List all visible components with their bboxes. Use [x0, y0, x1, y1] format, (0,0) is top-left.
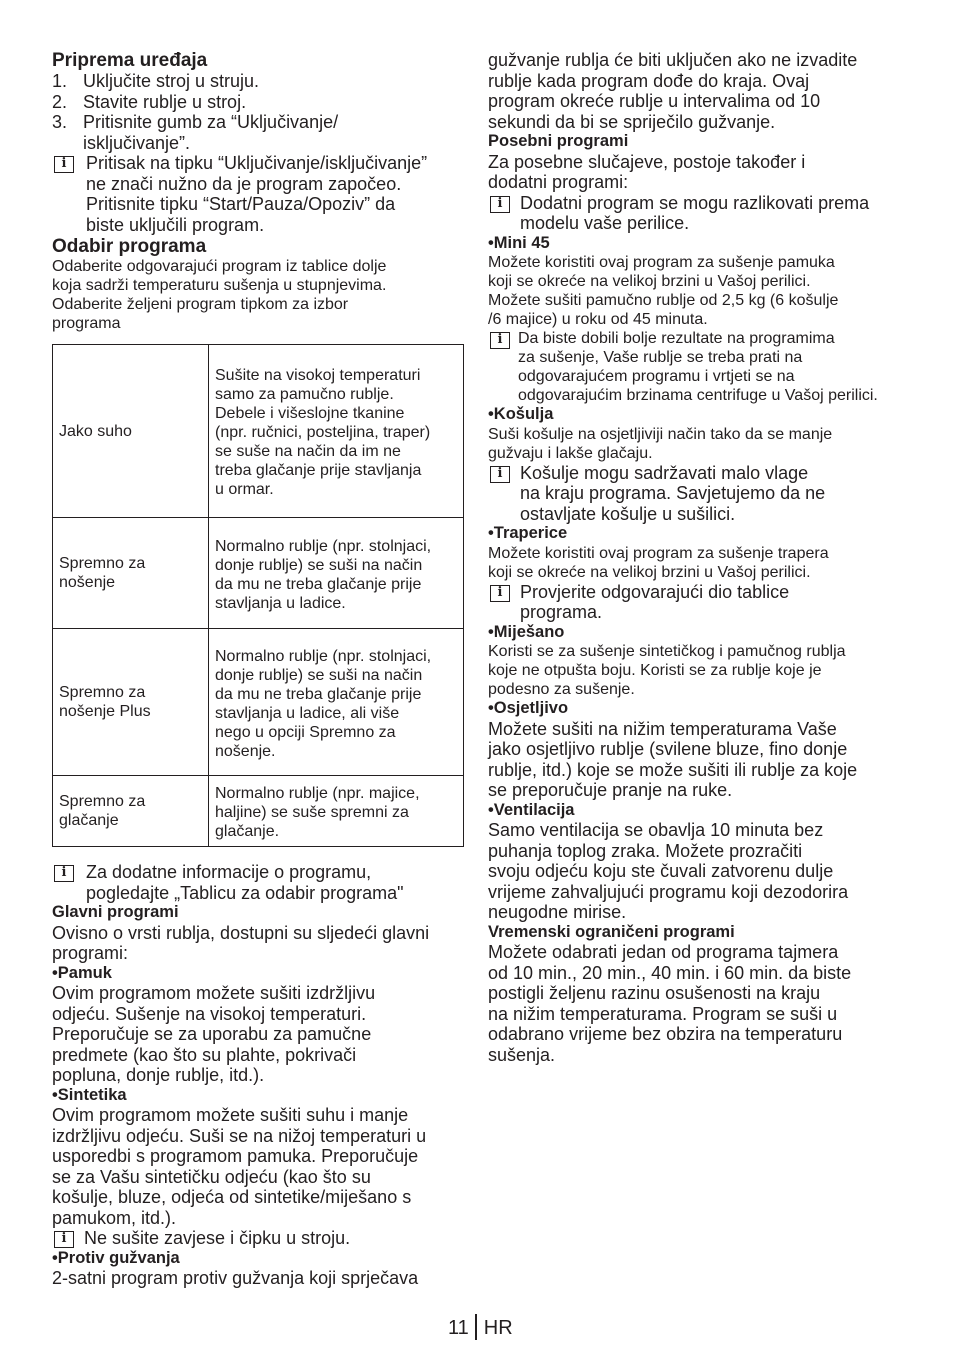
program-row [53, 629, 464, 776]
pamuk-heading: •Pamuk [52, 963, 112, 982]
text-line: dodatni programi: [488, 172, 629, 192]
mini-text [488, 253, 906, 329]
page-footer [448, 1314, 513, 1340]
text-line: rublje kada program dođe do kraja. Ovaj [488, 70, 810, 91]
text-line: Možete sušiti pamučno rublje od 2,5 kg (6 košulje [488, 292, 839, 309]
kosulja-text [488, 425, 906, 463]
text-line: Košulje mogu sadržavati malo vlage [520, 462, 809, 483]
prep-step [52, 112, 466, 153]
kosulja-note [488, 463, 906, 525]
program-row [53, 776, 464, 847]
timer-text [488, 942, 906, 1065]
ventilacija-heading: •Ventilacija [488, 800, 575, 819]
text-line: se suše na način da im ne [215, 443, 401, 460]
program-row [53, 518, 464, 629]
text-line: programa [52, 315, 121, 332]
text-line: odjeću. Sušenje na visokoj temperaturi. [52, 1003, 367, 1024]
timer-heading: Vremenski ograničeni programi [488, 922, 735, 941]
text-line: u ormar. [215, 481, 274, 498]
text-line: Pritisnite gumb za “Uključivanje/ [83, 112, 339, 132]
text-line: postigli željenu razinu osušenosti na kraju [488, 983, 821, 1003]
traperice-text [488, 544, 906, 582]
prep-step [52, 92, 466, 113]
text-line: se preporučuje pranje na ruke. [488, 780, 733, 800]
text-line: košulje, bluze, odjeća od sintetike/miješano s [52, 1187, 412, 1207]
main-text [52, 923, 466, 964]
sintetika-text [52, 1105, 466, 1228]
text-line: Možete koristiti ovaj program za sušenje pamuka [488, 254, 835, 271]
text-line: na nižim temperaturama. Program se suši u [488, 1003, 838, 1024]
text-line: Normalno rublje (npr. stolnjaci, [215, 537, 432, 555]
info-icon: i [490, 196, 510, 213]
program-description [209, 518, 464, 629]
info-icon: i [54, 865, 74, 882]
text-line: popluna, donje rublje, itd.). [52, 1065, 265, 1085]
text-line: Ovim programom možete sušiti izdržljivu [52, 983, 376, 1003]
program-name [53, 629, 209, 776]
text-line: glačanje [59, 812, 119, 829]
text-line: vrijeme zahvaljujući programu koji dezodorira [488, 881, 849, 902]
text-line: Odaberite odgovarajući program iz tablice dolje [52, 258, 387, 275]
text-line: donje rublje) se suši na način [215, 666, 423, 684]
sintetika-note [52, 1228, 466, 1249]
text-line: odabrano vrijeme bez obzira na temperaturu [488, 1024, 843, 1044]
text-line: Samo ventilacija se obavlja 10 minuta bez [488, 820, 824, 840]
text-line: donje rublje) se suši na način [215, 556, 423, 574]
text-line: Odaberite željeni program tipkom za izbor [52, 296, 349, 313]
table-note [52, 862, 466, 903]
text-line: (npr. ručnici, posteljina, traper) [215, 424, 431, 441]
traperice-heading: •Traperice [488, 524, 568, 542]
text-line: gužvanje rublja će biti uključen ako ne izvadite [488, 50, 858, 70]
osjetljivo-heading: •Osjetljivo [488, 699, 569, 717]
step-number: 1. [52, 71, 68, 91]
text-line: Ovisno o vrsti rublja, dostupni su sljedeći glavni [52, 922, 430, 943]
text-line: nošenje. [215, 742, 276, 760]
info-icon: i [490, 466, 510, 483]
special-text [488, 152, 906, 193]
text-line: da mu ne treba glačanje prije [215, 575, 422, 593]
text-line: Možete sušiti na nižim temperaturama Vaše [488, 718, 837, 739]
select-heading: Odabir programa [52, 236, 207, 257]
program-table [52, 344, 464, 847]
text-line: Provjerite odgovarajući dio tablice [520, 581, 790, 602]
text-line: koja sadrži temperaturu sušenja u stupnjevima. [52, 277, 387, 294]
text-line: Normalno rublje (npr. stolnjaci, [215, 647, 432, 665]
left-column [52, 50, 466, 1289]
program-name [53, 776, 209, 847]
text-line: da mu ne treba glačanje prije [215, 685, 422, 703]
prep-note [52, 153, 466, 235]
special-heading: Posebni programi [488, 132, 629, 150]
text-line: se za Vašu sintetičku odjeću (kao što su [52, 1166, 371, 1187]
text-line: glačanje. [215, 823, 280, 840]
text-line: ne znači nužno da je program započeo. [86, 173, 402, 194]
text-line: Pritisak na tipku “Uključivanje/isključivanje” [86, 153, 428, 173]
text-line: Uključite stroj u struju. [83, 71, 260, 91]
protiv-text-cont [488, 50, 906, 132]
osjetljivo-text [488, 719, 906, 801]
text-line: od 10 min., 20 min., 40 min. i 60 min. da biste [488, 962, 852, 983]
text-line: ostavljate košulje u sušilici. [520, 503, 736, 524]
text-line: Sušite na visokoj temperaturi [215, 367, 421, 384]
text-line: Da biste dobili bolje rezultate na programima [518, 330, 835, 347]
text-line: usporedbi s programom pamuka. Preporučuje [52, 1146, 419, 1166]
select-text [52, 257, 466, 333]
text-line: 2-satni program protiv gužvanja koji sprječava [52, 1268, 419, 1288]
text-line: sušenja. [488, 1044, 556, 1065]
kosulja-heading: •Košulja [488, 405, 554, 423]
mini-heading: •Mini 45 [488, 233, 550, 252]
program-row [53, 345, 464, 518]
text-line: biste uključili program. [86, 214, 265, 235]
text-line: Spremno za [59, 684, 146, 701]
text-line: nošenje [59, 574, 116, 591]
text-line: pogledajte „Tablicu za odabir programa" [86, 882, 404, 903]
language-code: HR [483, 1317, 513, 1339]
program-description [209, 629, 464, 776]
info-icon: i [490, 585, 510, 602]
text-line: podesno za sušenje. [488, 681, 635, 698]
text-line: Normalno rublje (npr. majice, [215, 785, 420, 802]
text-line: Ne sušite zavjese i čipku u stroju. [84, 1228, 351, 1248]
text-line: isključivanje”. [83, 132, 191, 153]
text-line: Možete odabrati jedan od programa tajmera [488, 942, 839, 962]
program-name [53, 345, 209, 518]
prep-heading: Priprema uređaja [52, 50, 208, 71]
text-line: predmete (kao što su plahte, pokrivači [52, 1044, 357, 1065]
text-line: Pritisnite tipku “Start/Pauza/Opoziv” da [86, 194, 396, 214]
ventilacija-text [488, 820, 906, 923]
program-name [53, 518, 209, 629]
text-line: puhanja toplog zraka. Možete prozračiti [488, 840, 803, 861]
text-line: za sušenje, Vaše rublje se treba prati na [518, 349, 803, 366]
text-line: Spremno za [59, 793, 146, 810]
text-line: Spremno za [59, 555, 146, 572]
text-line: samo za pamučno rublje. [215, 386, 394, 403]
text-line: programa. [520, 602, 603, 622]
text-line: Ovim programom možete sušiti suhu i manje [52, 1105, 409, 1125]
step-number: 2. [52, 91, 68, 112]
protiv-text [52, 1268, 466, 1289]
text-line: Debele i višeslojne tkanine [215, 405, 405, 422]
traperice-note [488, 582, 906, 623]
page-number: 11 [448, 1317, 469, 1339]
text-line: jako osjetljivo rublje (svilene bluze, fino donje [488, 739, 848, 759]
text-line: haljine) se suše spremni za [215, 804, 409, 821]
text-line: koji se okreće na velikoj brzini u Vašoj perilici. [488, 273, 811, 290]
text-line: odgovarajućem programu i vrtjeti se na [518, 368, 795, 385]
text-line: koji se okreće na velikoj brzini u Vašoj perilici. [488, 563, 811, 581]
text-line: Jako suho [59, 422, 132, 440]
text-line: rublje, itd.) koje se može sušiti ili rublje za koje [488, 759, 858, 780]
text-line: izdržljivu odjeću. Suši se na nižoj temperaturi u [52, 1125, 427, 1146]
text-line: Možete koristiti ovaj program za sušenje trapera [488, 544, 829, 562]
text-line: stavljanja u ladice. [215, 594, 346, 612]
text-line: pamukom, itd.). [52, 1207, 177, 1228]
main-heading: Glavni programi [52, 903, 179, 921]
info-icon: i [54, 1231, 74, 1248]
text-line: Stavite rublje u stroj. [83, 91, 247, 112]
step-text [83, 112, 338, 153]
prep-step [52, 71, 466, 92]
text-line: nošenje Plus [59, 703, 151, 720]
info-icon: i [54, 156, 74, 173]
step-text [83, 92, 246, 113]
text-line: program okreće rublje u intervalima od 10 [488, 91, 821, 111]
right-column [488, 50, 906, 1065]
special-note [488, 193, 906, 234]
text-line: svoju odjeću koju ste čuvali zatvorenu dulje [488, 861, 834, 881]
text-line: modelu vaše perilice. [520, 213, 690, 233]
text-line: odgovarajućim brzinama centrifuge u Vašoj perilici. [518, 387, 878, 404]
text-line: Dodatni program se mogu razlikovati prema [520, 192, 870, 213]
text-line: koje ne otpušta boju. Koristi se za rublje koje je [488, 662, 822, 679]
prep-steps [52, 71, 466, 153]
text-line: sekundi da bi se spriječilo gužvanje. [488, 111, 776, 132]
text-line: gužvaju i lakše glačaju. [488, 444, 653, 462]
text-line: Za posebne slučajeve, postoje također i [488, 151, 806, 172]
program-description [209, 776, 464, 847]
text-line: treba glačanje prije stavljanja [215, 462, 422, 479]
text-line: stavljanja u ladice, ali više [215, 704, 400, 722]
step-text [83, 71, 259, 92]
mijesano-text [488, 642, 906, 699]
text-line: Za dodatne informacije o programu, [86, 862, 372, 882]
step-number: 3. [52, 112, 68, 132]
protiv-heading: •Protiv gužvanja [52, 1248, 180, 1267]
footer-divider [475, 1314, 477, 1340]
text-line: nego u opciji Spremno za [215, 723, 396, 741]
sintetika-heading: •Sintetika [52, 1085, 127, 1104]
mini-note [488, 329, 906, 405]
text-line: na kraju programa. Savjetujemo da ne [520, 483, 826, 503]
text-line: /6 majice) u roku od 45 minuta. [488, 311, 708, 328]
text-line: Suši košulje na osjetljiviji način tako da se manje [488, 425, 833, 443]
program-description [209, 345, 464, 518]
text-line: Preporučuje se za uporabu za pamučne [52, 1024, 372, 1044]
pamuk-text [52, 983, 466, 1086]
mijesano-heading: •Miješano [488, 622, 565, 641]
text-line: Koristi se za sušenje sintetičkog i pamučnog rublja [488, 643, 846, 660]
info-icon: i [490, 332, 510, 349]
text-line: neugodne mirise. [488, 902, 627, 922]
text-line: programi: [52, 943, 129, 963]
